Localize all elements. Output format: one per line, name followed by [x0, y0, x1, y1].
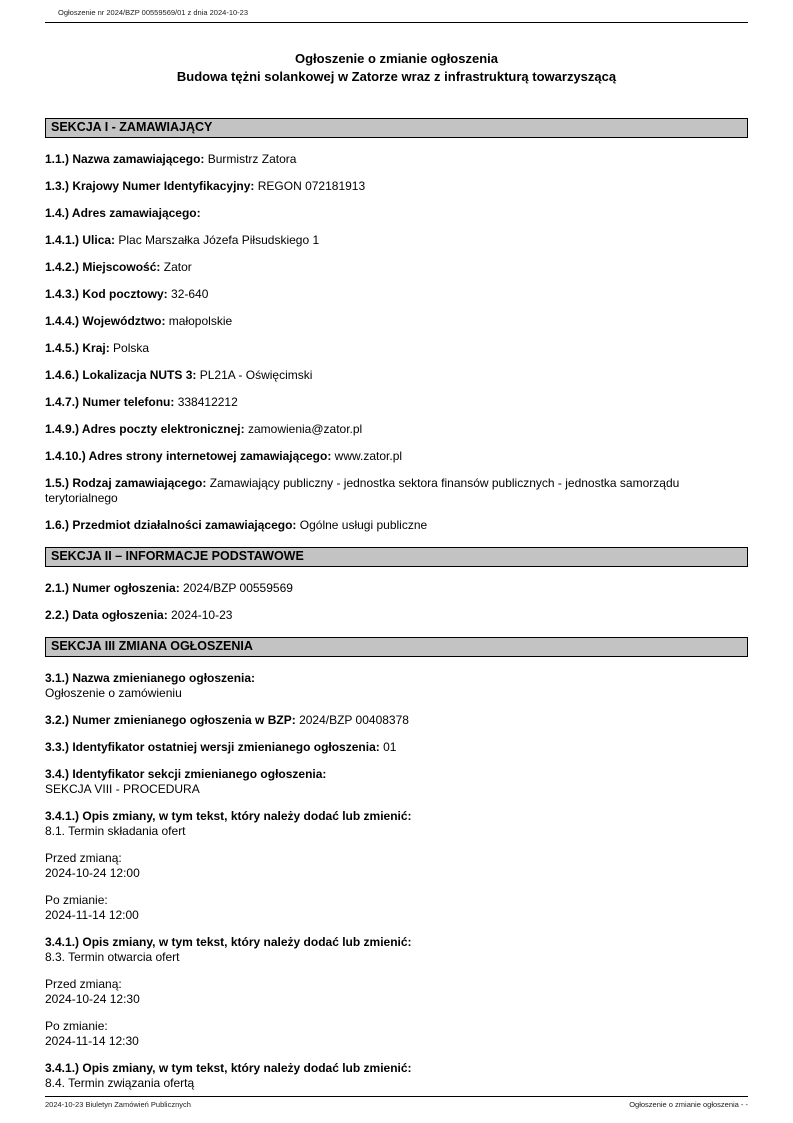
- email-value: zamowienia@zator.pl: [247, 422, 363, 436]
- field-value: Zator: [163, 260, 192, 274]
- field-label: 3.3.) Identyfikator ostatniej wersji zmienianego ogłoszenia:: [45, 740, 380, 754]
- before-label: Przed zmianą:: [45, 977, 122, 991]
- field-label: 3.1.) Nazwa zmienianego ogłoszenia:: [45, 671, 256, 685]
- change-label: 3.4.1.) Opis zmiany, w tym tekst, który należy dodać lub zmienić:: [45, 935, 412, 949]
- field-label: 1.4.9.) Adres poczty elektronicznej:: [45, 422, 245, 436]
- before-value: 2024-10-24 12:30: [45, 992, 140, 1006]
- field-miejscowosc: [45, 260, 748, 275]
- change-subject: 8.1. Termin składania ofert: [45, 824, 186, 838]
- field-lokalizacja-nuts: [45, 368, 748, 383]
- field-label: 2.2.) Data ogłoszenia:: [45, 608, 168, 622]
- field-value: Burmistrz Zatora: [207, 152, 297, 166]
- field-label: 1.4.6.) Lokalizacja NUTS 3:: [45, 368, 197, 382]
- field-label: 3.4.) Identyfikator sekcji zmienianego ogłoszenia:: [45, 767, 327, 781]
- change-block-termin-otwarcia-ofert: [45, 935, 748, 1049]
- field-value: 338412212: [177, 395, 238, 409]
- field-label: 1.4.4.) Województwo:: [45, 314, 166, 328]
- field-label: 1.4.3.) Kod pocztowy:: [45, 287, 168, 301]
- field-label: 3.2.) Numer zmienianego ogłoszenia w BZP:: [45, 713, 296, 727]
- field-value: 32-640: [171, 287, 209, 301]
- field-przedmiot-dzialalnosci: [45, 518, 748, 533]
- field-label: 1.5.) Rodzaj zamawiającego:: [45, 476, 207, 490]
- page-footer: [45, 1096, 748, 1109]
- field-label: 2.1.) Numer ogłoszenia:: [45, 581, 180, 595]
- field-label: 1.4.2.) Miejscowość:: [45, 260, 161, 274]
- field-value: REGON 072181913: [257, 179, 366, 193]
- section-zmiana-ogloszenia: [45, 637, 748, 1091]
- change-after: [45, 893, 748, 923]
- field-label: 1.4.10.) Adres strony internetowej zamawiającego:: [45, 449, 332, 463]
- change-block-termin-skladania-ofert: [45, 809, 748, 923]
- field-value: Plac Marszałka Józefa Piłsudskiego 1: [118, 233, 320, 247]
- change-label: 3.4.1.) Opis zmiany, w tym tekst, który należy dodać lub zmienić:: [45, 809, 412, 823]
- field-adres-strony-internetowej: [45, 449, 748, 464]
- field-value: Zamawiający publiczny - jednostka sektora finansów publicznych - jednostka samorządu terytorialnego: [45, 476, 680, 505]
- field-rodzaj-zamawiajacego: [45, 476, 748, 506]
- field-identyfikator-sekcji: [45, 767, 748, 797]
- change-subject: 8.4. Termin związania ofertą: [45, 1076, 195, 1090]
- change-label: 3.4.1.) Opis zmiany, w tym tekst, który należy dodać lub zmienić:: [45, 1061, 412, 1075]
- field-label: 1.4.1.) Ulica:: [45, 233, 116, 247]
- field-value: PL21A - Oświęcimski: [199, 368, 313, 382]
- section-zamawiajacy: [45, 118, 748, 533]
- page-title: [45, 50, 748, 85]
- change-after: [45, 1019, 748, 1049]
- after-label: Po zmianie:: [45, 1019, 108, 1033]
- after-label: Po zmianie:: [45, 893, 108, 907]
- footer-right: Ogłoszenie o zmianie ogłoszenia - -: [629, 1100, 748, 1109]
- field-adres-zamawiajacego: [45, 206, 748, 221]
- field-nazwa-zamawiajacego: [45, 152, 748, 167]
- change-before: [45, 977, 748, 1007]
- after-value: 2024-11-14 12:00: [45, 908, 139, 922]
- change-block-termin-zwiazania-oferta: [45, 1061, 748, 1091]
- field-label: 1.1.) Nazwa zamawiającego:: [45, 152, 205, 166]
- field-ulica: [45, 233, 748, 248]
- page-title-line2: Budowa tężni solankowej w Zatorze wraz z infrastrukturą towarzyszącą: [176, 68, 617, 84]
- field-value: Ogólne usługi publiczne: [299, 518, 428, 532]
- section-heading-zamawiajacy: SEKCJA I - ZAMAWIAJĄCY: [45, 118, 748, 138]
- field-numer-ogloszenia: [45, 581, 748, 596]
- field-value: małopolskie: [168, 314, 233, 328]
- change-description: [45, 809, 748, 839]
- field-numer-zmienianego-ogloszenia: [45, 713, 748, 728]
- footer-left: 2024-10-23 Biuletyn Zamówień Publicznych: [45, 1100, 191, 1109]
- field-value: 2024/BZP 00559569: [183, 581, 293, 595]
- section-informacje-podstawowe: [45, 547, 748, 623]
- section-heading-zmiana-ogloszenia: SEKCJA III ZMIANA OGŁOSZENIA: [45, 637, 748, 657]
- field-label: 1.4.) Adres zamawiającego:: [45, 206, 201, 220]
- field-kod-pocztowy: [45, 287, 748, 302]
- after-value: 2024-11-14 12:30: [45, 1034, 139, 1048]
- field-value: SEKCJA VIII - PROCEDURA: [45, 782, 200, 796]
- field-krajowy-numer-identyfikacyjny: [45, 179, 748, 194]
- field-value: 01: [383, 740, 397, 754]
- field-data-ogloszenia: [45, 608, 748, 623]
- doc-ref: Ogłoszenie nr 2024/BZP 00559569/01 z dnia 2024-10-23: [45, 4, 748, 23]
- section-heading-informacje-podstawowe: SEKCJA II – INFORMACJE PODSTAWOWE: [45, 547, 748, 567]
- field-label: 1.3.) Krajowy Numer Identyfikacyjny:: [45, 179, 255, 193]
- field-kraj: [45, 341, 748, 356]
- field-adres-poczty-elektronicznej: [45, 422, 748, 437]
- field-label: 1.4.7.) Numer telefonu:: [45, 395, 175, 409]
- change-before: [45, 851, 748, 881]
- website-value: www.zator.pl: [334, 449, 403, 463]
- change-description: [45, 935, 748, 965]
- before-label: Przed zmianą:: [45, 851, 122, 865]
- change-description: [45, 1061, 748, 1091]
- field-nazwa-zmienianego-ogloszenia: [45, 671, 748, 701]
- page-title-line1: Ogłoszenie o zmianie ogłoszenia: [295, 51, 498, 66]
- field-value: 2024-10-23: [171, 608, 233, 622]
- field-value: Ogłoszenie o zamówieniu: [45, 686, 182, 700]
- field-wojewodztwo: [45, 314, 748, 329]
- field-value: Polska: [113, 341, 150, 355]
- field-label: 1.6.) Przedmiot działalności zamawiającego:: [45, 518, 297, 532]
- field-numer-telefonu: [45, 395, 748, 410]
- before-value: 2024-10-24 12:00: [45, 866, 140, 880]
- field-label: 1.4.5.) Kraj:: [45, 341, 110, 355]
- change-subject: 8.3. Termin otwarcia ofert: [45, 950, 180, 964]
- field-value: 2024/BZP 00408378: [299, 713, 409, 727]
- field-identyfikator-wersji: [45, 740, 748, 755]
